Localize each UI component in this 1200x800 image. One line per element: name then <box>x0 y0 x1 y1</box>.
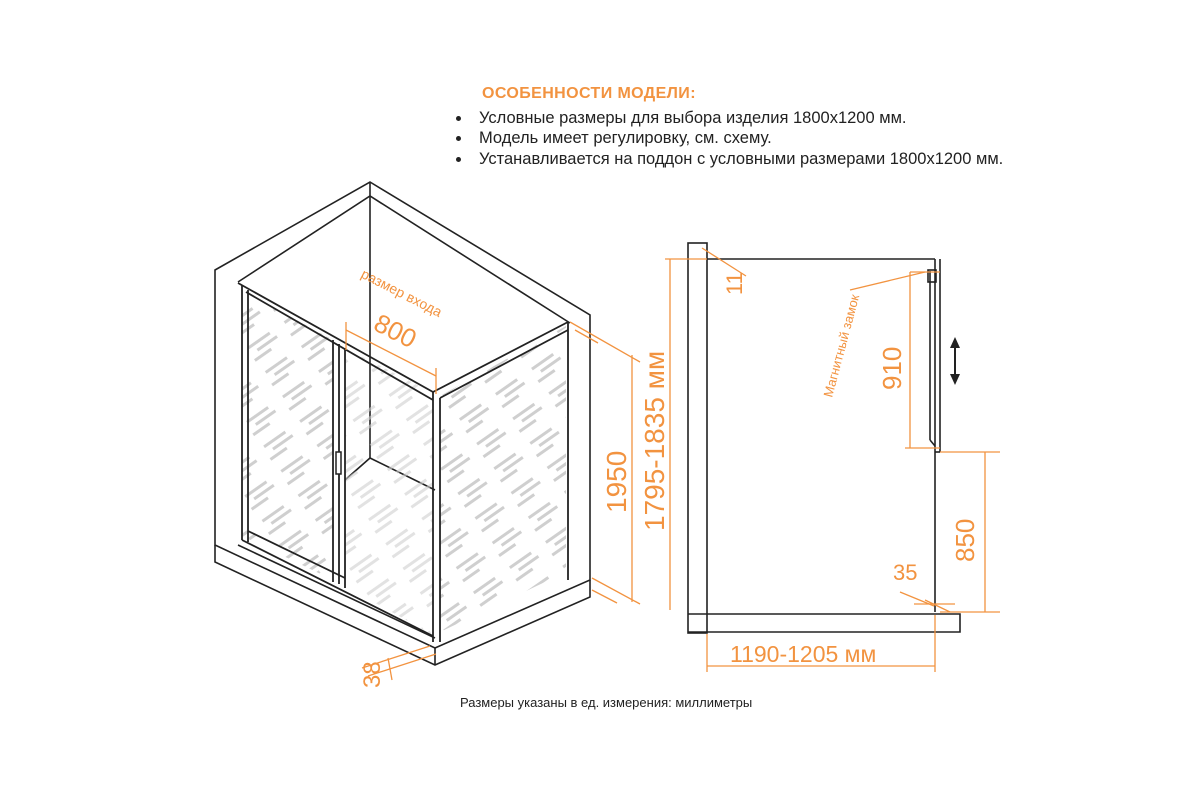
width-range-dimension: 1190-1205 мм <box>730 641 877 667</box>
features-title: ОСОБЕННОСТИ МОДЕЛИ: <box>482 85 696 102</box>
side-dimensions <box>665 248 1000 672</box>
isometric-view <box>215 182 670 688</box>
door-handle <box>336 452 341 474</box>
handle-height-dimension: 850 <box>950 518 980 562</box>
top-offset-dimension: 11 <box>722 272 747 295</box>
feature-item: Модель имеет регулировку, см. схему. <box>452 128 1012 149</box>
units-footnote: Размеры указаны в ед. измерения: миллиметры <box>460 695 753 710</box>
entry-label: размер входа <box>358 265 445 320</box>
feature-item: Условные размеры для выбора изделия 1800х1200 мм. <box>452 108 1012 129</box>
magnet-label: Магнитный замок <box>820 292 863 399</box>
bottom-gap-dimension: 35 <box>893 560 918 585</box>
adjustment-arrow <box>950 337 960 385</box>
entry-width: 800 <box>369 307 422 355</box>
feature-item: Устанавливается на поддон с условными размерами 1800х1200 мм. <box>452 149 1012 170</box>
height-range-dimension: 1795-1835 мм <box>639 350 670 531</box>
side-view <box>665 243 1000 672</box>
magnet-height-dimension: 910 <box>877 346 907 390</box>
profile-dimension: 38 <box>359 661 386 688</box>
height-dimension: 1950 <box>601 450 632 513</box>
side-panel <box>433 322 568 642</box>
side-structure <box>688 243 960 633</box>
